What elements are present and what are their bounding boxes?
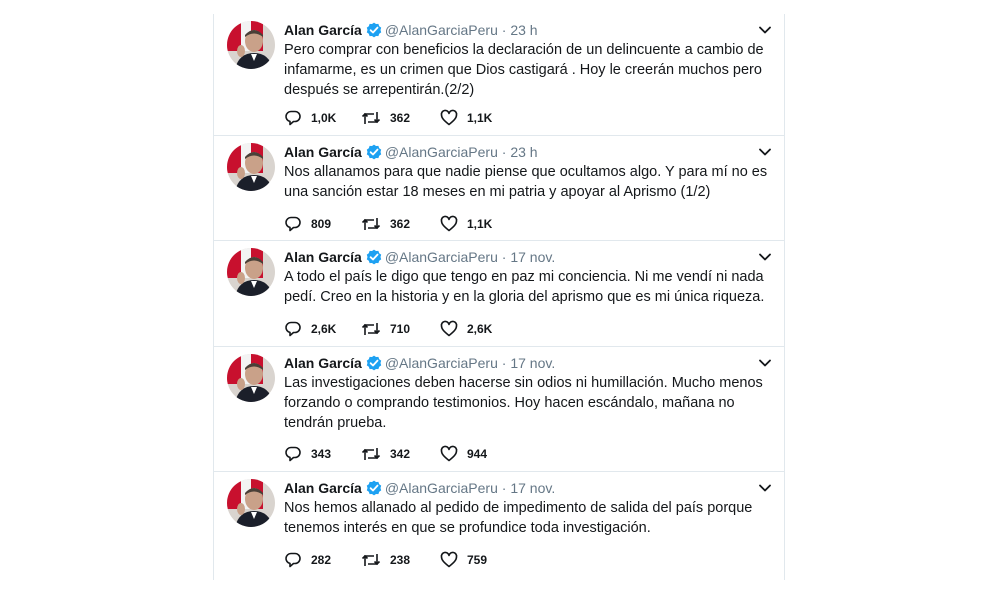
- reply-count: 809: [311, 217, 332, 231]
- tweet-timestamp[interactable]: 23 h: [510, 22, 538, 38]
- verified-badge-icon: [366, 22, 382, 42]
- tweet-header: [284, 354, 772, 372]
- tweet-header: [284, 479, 772, 497]
- retweet-button[interactable]: [361, 550, 410, 570]
- avatar[interactable]: [227, 21, 275, 69]
- tweet-text: Pero comprar con beneficios la declaración de un delincuente a cambio de infamarme, es un crimen que Dios castigará . Hoy le creerán muchos pero después se arrepentirán.(2/2): [284, 42, 764, 98]
- retweet-icon: [361, 320, 381, 338]
- user-handle[interactable]: @AlanGarciaPeru: [384, 249, 498, 265]
- like-button[interactable]: [440, 319, 492, 339]
- retweet-icon: [361, 109, 381, 127]
- tweet-text: Las investigaciones deben hacerse sin odios ni humillación. Mucho menos forzando o comprando testimonios. Hoy hacen escándalo, mañana no tendrán prueba.: [284, 375, 763, 431]
- reply-count: 343: [311, 447, 332, 461]
- verified-badge-icon: [366, 480, 382, 500]
- user-handle[interactable]: @AlanGarciaPeru: [384, 144, 498, 160]
- reply-icon: [284, 215, 302, 233]
- avatar[interactable]: [227, 354, 275, 402]
- tweet-timestamp[interactable]: 17 nov.: [510, 355, 556, 371]
- retweet-button[interactable]: [361, 319, 410, 339]
- retweet-button[interactable]: [361, 108, 410, 128]
- retweet-count: 362: [390, 111, 411, 125]
- display-name[interactable]: Alan García: [284, 144, 362, 160]
- like-button[interactable]: [440, 550, 487, 570]
- user-handle[interactable]: @AlanGarciaPeru: [384, 355, 498, 371]
- display-name[interactable]: Alan García: [284, 249, 362, 265]
- like-button[interactable]: [440, 214, 492, 234]
- tweet-text: Nos allanamos para que nadie piense que ocultamos algo. Y para mí no es una sanción estar 18 meses en mi patria y apoyar al Aprismo (1/2): [284, 164, 768, 200]
- reply-count: 2,6K: [311, 322, 337, 336]
- avatar[interactable]: [227, 248, 275, 296]
- tweet-header: [284, 248, 772, 266]
- retweet-count: 342: [390, 447, 411, 461]
- chevron-down-icon[interactable]: [758, 481, 772, 499]
- tweet-text: Nos hemos allanado al pedido de impedimento de salida del país porque tenemos interés en que se profundice toda investigación.: [284, 500, 753, 536]
- heart-icon: [440, 551, 458, 569]
- retweet-button[interactable]: [361, 214, 410, 234]
- retweet-count: 710: [390, 322, 411, 336]
- user-handle[interactable]: @AlanGarciaPeru: [384, 480, 498, 496]
- retweet-count: 362: [390, 217, 411, 231]
- chevron-down-icon[interactable]: [758, 23, 772, 41]
- user-handle[interactable]: @AlanGarciaPeru: [384, 22, 498, 38]
- heart-icon: [440, 320, 458, 338]
- chevron-down-icon[interactable]: [758, 145, 772, 163]
- tweet[interactable]: [214, 472, 784, 579]
- like-button[interactable]: [440, 108, 492, 128]
- tweet[interactable]: [214, 14, 784, 136]
- heart-icon: [440, 109, 458, 127]
- reply-button[interactable]: [284, 214, 331, 234]
- tweet-timestamp[interactable]: 17 nov.: [510, 480, 556, 496]
- reply-icon: [284, 551, 302, 569]
- separator-dot: ·: [501, 22, 507, 38]
- reply-button[interactable]: [284, 550, 331, 570]
- verified-badge-icon: [366, 249, 382, 269]
- verified-badge-icon: [366, 355, 382, 375]
- reply-icon: [284, 109, 302, 127]
- chevron-down-icon[interactable]: [758, 250, 772, 268]
- tweet-text: A todo el país le digo que tengo en paz mi conciencia. Ni me vendí ni nada pedí. Creo en la historia y en la gloria del aprismo que es mi única riqueza.: [284, 269, 765, 305]
- tweet-header: [284, 143, 772, 161]
- tweet-timestamp[interactable]: 23 h: [510, 144, 538, 160]
- tweet[interactable]: [214, 136, 784, 241]
- tweet[interactable]: [214, 347, 784, 472]
- reply-icon: [284, 320, 302, 338]
- tweet-feed: [213, 14, 785, 580]
- retweet-button[interactable]: [361, 444, 410, 464]
- reply-button[interactable]: [284, 319, 336, 339]
- reply-button[interactable]: [284, 108, 336, 128]
- retweet-icon: [361, 445, 381, 463]
- tweet-timestamp[interactable]: 17 nov.: [510, 249, 556, 265]
- separator-dot: ·: [501, 355, 507, 371]
- tweet[interactable]: [214, 241, 784, 347]
- avatar[interactable]: [227, 143, 275, 191]
- heart-icon: [440, 215, 458, 233]
- display-name[interactable]: Alan García: [284, 22, 362, 38]
- separator-dot: ·: [501, 144, 507, 160]
- reply-icon: [284, 445, 302, 463]
- display-name[interactable]: Alan García: [284, 355, 362, 371]
- reply-count: 282: [311, 553, 332, 567]
- tweet-header: [284, 21, 772, 39]
- like-count: 2,6K: [467, 322, 493, 336]
- reply-count: 1,0K: [311, 111, 337, 125]
- like-count: 1,1K: [467, 217, 493, 231]
- display-name[interactable]: Alan García: [284, 480, 362, 496]
- separator-dot: ·: [501, 480, 507, 496]
- like-count: 759: [467, 553, 488, 567]
- like-count: 944: [467, 447, 488, 461]
- like-button[interactable]: [440, 444, 487, 464]
- avatar[interactable]: [227, 479, 275, 527]
- retweet-icon: [361, 215, 381, 233]
- retweet-icon: [361, 551, 381, 569]
- chevron-down-icon[interactable]: [758, 356, 772, 374]
- retweet-count: 238: [390, 553, 411, 567]
- verified-badge-icon: [366, 144, 382, 164]
- separator-dot: ·: [501, 249, 507, 265]
- heart-icon: [440, 445, 458, 463]
- like-count: 1,1K: [467, 111, 493, 125]
- reply-button[interactable]: [284, 444, 331, 464]
